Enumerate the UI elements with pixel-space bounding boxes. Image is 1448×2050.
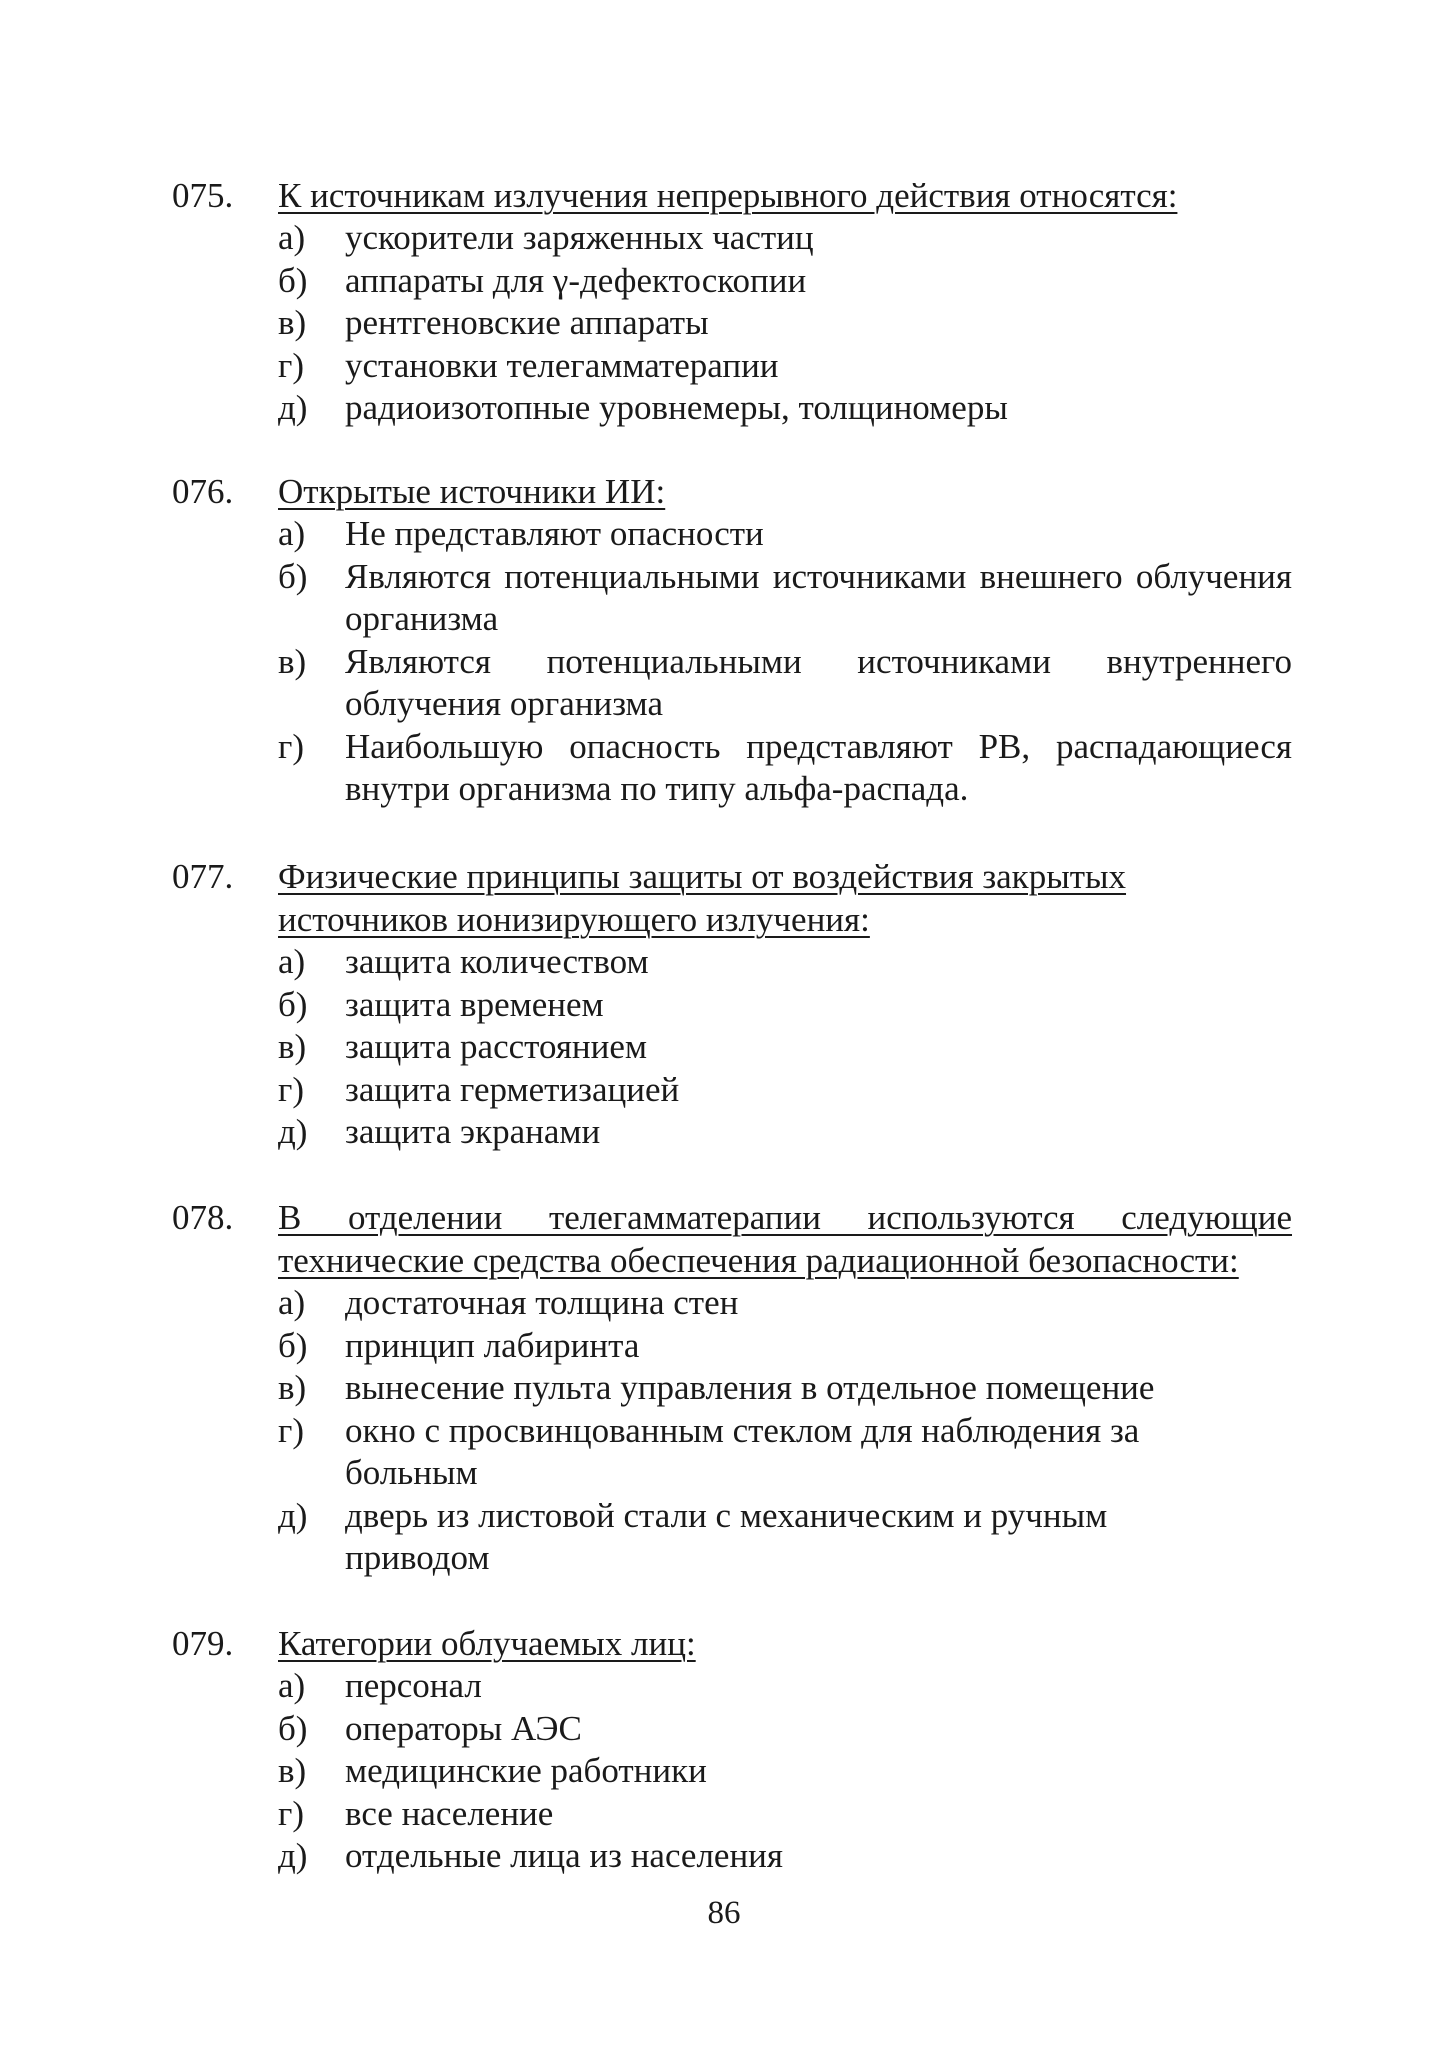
option-text: установки телегамматерапии (345, 345, 779, 385)
option-letter: в) (278, 303, 307, 342)
option-text: защита герметизацией (345, 1069, 680, 1109)
answer-option (278, 513, 1292, 556)
answer-options (172, 1665, 1292, 1878)
question-076 (172, 470, 1292, 811)
question-header (172, 174, 1292, 217)
question-header (172, 1196, 1292, 1282)
option-letter: в) (278, 1751, 307, 1790)
option-letter: д) (278, 388, 308, 427)
answer-option (278, 217, 1292, 260)
option-text: медицинские работники (345, 1751, 707, 1790)
option-letter: г) (278, 1793, 305, 1833)
answer-option (278, 302, 1292, 345)
option-letter: а) (278, 218, 306, 257)
question-text: Физические принципы защиты от воздействия закрытых источников ионизирующего излучения: (278, 857, 1127, 939)
answer-options (172, 1282, 1292, 1580)
option-letter: б) (278, 1325, 308, 1365)
option-text: отдельные лица из населения (345, 1836, 784, 1875)
answer-option (278, 556, 1292, 641)
answer-option (278, 1835, 1292, 1878)
answer-option (278, 1026, 1292, 1069)
answer-option (278, 941, 1292, 984)
question-number: 077. (172, 857, 234, 896)
answer-option (278, 1708, 1292, 1751)
answer-option (278, 1367, 1292, 1410)
option-letter: б) (278, 260, 308, 300)
option-letter: д) (278, 1112, 308, 1151)
option-letter: а) (278, 1283, 306, 1322)
question-075 (172, 174, 1292, 430)
option-text: ускорители заряженных частиц (345, 218, 814, 257)
option-letter: г) (278, 1069, 305, 1109)
question-078 (172, 1196, 1292, 1580)
answer-option (278, 984, 1292, 1027)
answer-option (278, 1410, 1292, 1495)
option-text: вынесение пульта управления в отдельное помещение (345, 1368, 1155, 1407)
question-number: 079. (172, 1624, 234, 1663)
option-text: Являются потенциальными источниками внешнего облучения организма (345, 556, 1292, 638)
question-header (172, 1622, 1292, 1665)
option-text: Являются потенциальными источниками внутреннего облучения организма (345, 641, 1292, 723)
option-text: персонал (345, 1666, 482, 1705)
option-letter: д) (278, 1495, 308, 1535)
answer-option (278, 345, 1292, 388)
question-text: В отделении телегамматерапии используются следующие технические средства обеспечения радиационной безопасности: (278, 1198, 1292, 1280)
option-letter: а) (278, 1666, 306, 1705)
answer-option (278, 1750, 1292, 1793)
option-letter: г) (278, 726, 305, 766)
answer-option (278, 387, 1292, 430)
question-number: 078. (172, 1198, 234, 1237)
option-letter: в) (278, 1027, 307, 1066)
answer-options (172, 513, 1292, 811)
option-text: радиоизотопные уровнемеры, толщиномеры (345, 388, 1008, 427)
answer-option (278, 260, 1292, 303)
option-letter: г) (278, 1410, 305, 1450)
option-text: защита расстоянием (345, 1027, 648, 1066)
option-text: Наибольшую опасность представляют РВ, распадающиеся внутри организма по типу альфа-распада. (345, 726, 1292, 808)
answer-option (278, 1665, 1292, 1708)
answer-options (172, 217, 1292, 430)
option-text: все население (345, 1793, 554, 1833)
answer-option (278, 1069, 1292, 1112)
option-letter: в) (278, 641, 307, 681)
option-text: рентгеновские аппараты (345, 303, 709, 342)
option-letter: б) (278, 1708, 308, 1748)
option-text: защита временем (345, 984, 604, 1024)
option-letter: а) (278, 514, 306, 553)
option-text: операторы АЭС (345, 1708, 582, 1748)
option-letter: д) (278, 1836, 308, 1875)
question-number: 075. (172, 176, 234, 215)
page-number: 86 (707, 1895, 741, 1931)
question-header (172, 855, 1292, 941)
option-text: Не представляют опасности (345, 514, 764, 553)
answer-option (278, 726, 1292, 811)
option-text: дверь из листовой стали с механическим и ручным приводом (345, 1495, 1108, 1577)
question-077 (172, 855, 1292, 1154)
answer-option (278, 1282, 1292, 1325)
question-text: К источникам излучения непрерывного действия относятся: (278, 176, 1178, 215)
question-079 (172, 1622, 1292, 1878)
option-letter: б) (278, 556, 308, 596)
question-text: Категории облучаемых лиц: (278, 1624, 696, 1663)
question-number: 076. (172, 472, 234, 511)
option-text: защита количеством (345, 942, 649, 981)
answer-option (278, 1793, 1292, 1836)
question-header (172, 470, 1292, 513)
option-letter: б) (278, 984, 308, 1024)
option-text: достаточная толщина стен (345, 1283, 739, 1322)
option-text: аппараты для γ-дефектоскопии (345, 260, 807, 300)
option-text: принцип лабиринта (345, 1325, 640, 1365)
option-text: защита экранами (345, 1112, 601, 1151)
question-text: Открытые источники ИИ: (278, 472, 666, 511)
answer-option (278, 1111, 1292, 1154)
option-text: окно с просвинцованным стеклом для наблюдения за больным (345, 1410, 1140, 1492)
answer-option (278, 1495, 1292, 1580)
option-letter: г) (278, 345, 305, 385)
answer-option (278, 1325, 1292, 1368)
option-letter: а) (278, 942, 306, 981)
answer-option (278, 641, 1292, 726)
answer-options (172, 941, 1292, 1154)
option-letter: в) (278, 1368, 307, 1407)
